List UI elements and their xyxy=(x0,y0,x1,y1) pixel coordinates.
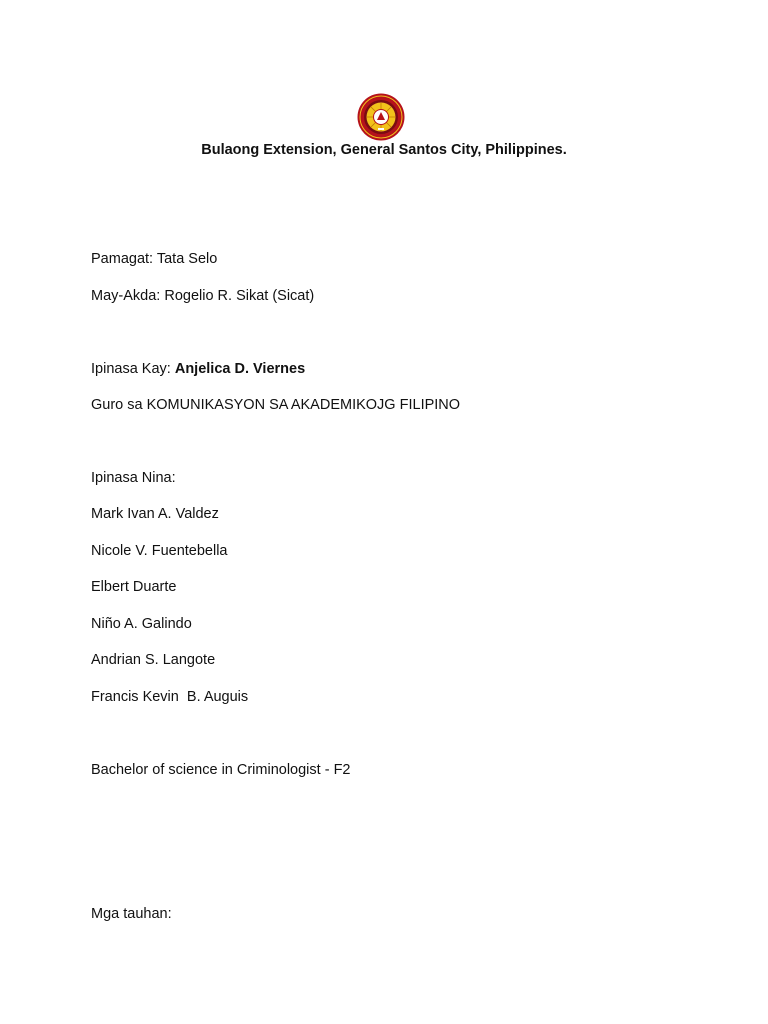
member-name: Elbert Duarte xyxy=(91,579,177,595)
submitted-to-line xyxy=(91,361,305,377)
author-value: Rogelio R. Sikat (Sicat) xyxy=(164,288,315,304)
teacher-line: Guro sa KOMUNIKASYON SA AKADEMIKOJG FILIPINO xyxy=(91,397,461,413)
title-line xyxy=(91,251,217,267)
submitted-to-value: Anjelica D. Viernes xyxy=(174,361,306,377)
member-name: Francis Kevin B. Auguis xyxy=(91,689,249,705)
university-seal-icon xyxy=(357,93,405,141)
course-line: Bachelor of science in Criminologist - F2 xyxy=(91,762,351,778)
author-label: May-Akda: xyxy=(91,288,161,304)
address-heading: Bulaong Extension, General Santos City, Philippines. xyxy=(201,142,567,158)
title-value: Tata Selo xyxy=(156,251,218,267)
title-label: Pamagat: xyxy=(91,251,154,267)
member-name: Mark Ivan A. Valdez xyxy=(91,506,219,522)
member-name: Niño A. Galindo xyxy=(91,616,192,632)
characters-heading: Mga tauhan: xyxy=(91,906,172,922)
member-name: Andrian S. Langote xyxy=(91,652,216,668)
submitted-by-label: Ipinasa Nina: xyxy=(91,470,176,486)
member-name: Nicole V. Fuentebella xyxy=(91,543,228,559)
submitted-to-label: Ipinasa Kay: xyxy=(91,361,171,377)
author-line xyxy=(91,288,314,304)
